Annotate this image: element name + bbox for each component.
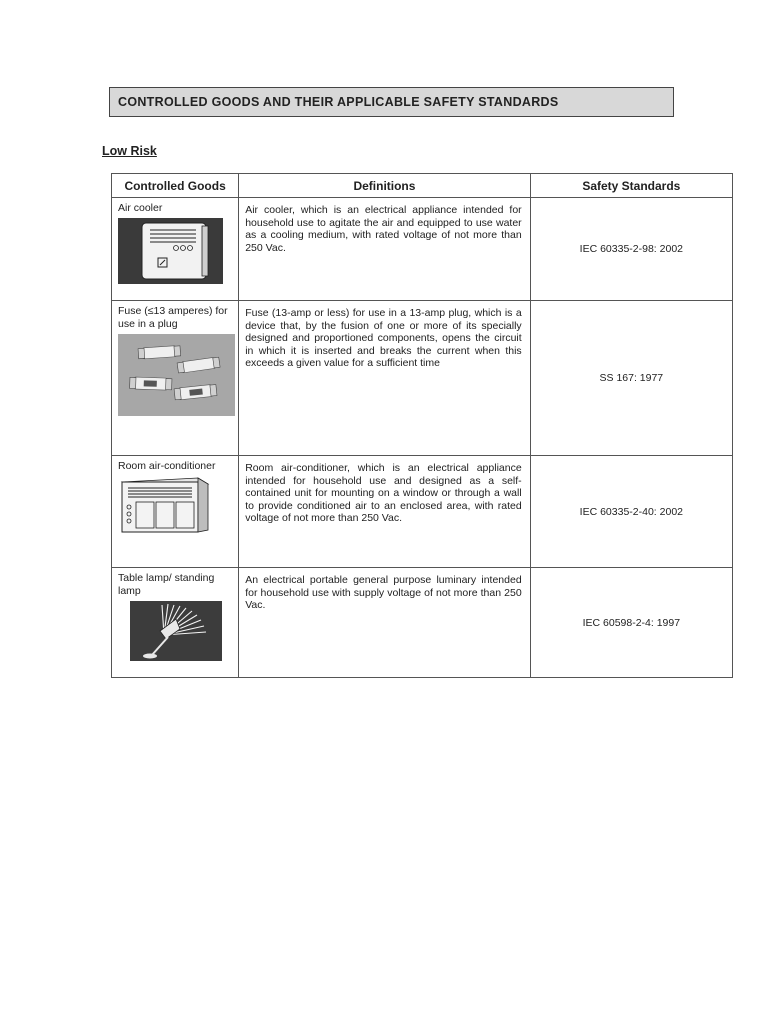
- header-controlled-goods: Controlled Goods: [112, 174, 239, 198]
- definition-cell: Room air-conditioner, which is an electrical appliance intended for household use and designed as a self-contained unit for mounting on a window or through a wall to provide conditioned air to an enclosed area, with rated voltage of not more than 250 Vac.: [239, 456, 530, 568]
- goods-cell: [112, 568, 239, 678]
- table-header-row: [112, 174, 733, 198]
- controlled-goods-table: [111, 173, 733, 678]
- definition-cell: Fuse (13-amp or less) for use in a 13-amp plug, which is a device that, by the fusion of one or more of its specially designed and proportioned components, opens the circuit in which it is inserted and breaks the current when this exceeds a given value for a sufficient time: [239, 301, 530, 456]
- goods-name: Table lamp/ standing lamp: [118, 572, 215, 597]
- header-definitions: Definitions: [239, 174, 530, 198]
- fuse-image: [118, 334, 233, 416]
- definition-cell: Air cooler, which is an electrical appliance intended for household use to agitate the air and equipped to use water as a cooling medium, with rated voltage of not more than 250 Vac.: [239, 198, 530, 301]
- goods-name: Fuse (≤13 amperes) for use in a plug: [118, 305, 228, 330]
- table-row: [112, 568, 733, 678]
- goods-name: Air cooler: [118, 202, 163, 214]
- definition-cell: An electrical portable general purpose luminary intended for household use with supply voltage of not more than 250 Vac.: [239, 568, 530, 678]
- lamp-image: [118, 601, 233, 661]
- air-conditioner-image: [118, 476, 233, 534]
- header-safety-standards: Safety Standards: [530, 174, 732, 198]
- goods-cell: [112, 198, 239, 301]
- goods-cell: [112, 301, 239, 456]
- goods-name: Room air-conditioner: [118, 460, 216, 472]
- table-row: [112, 456, 733, 568]
- standard-cell: IEC 60598-2-4: 1997: [530, 568, 732, 678]
- table-row: [112, 301, 733, 456]
- document-title: CONTROLLED GOODS AND THEIR APPLICABLE SAFETY STANDARDS: [109, 87, 674, 117]
- section-heading-low-risk: Low Risk: [102, 144, 157, 158]
- standard-cell: SS 167: 1977: [530, 301, 732, 456]
- standard-cell: IEC 60335-2-40: 2002: [530, 456, 732, 568]
- goods-cell: [112, 456, 239, 568]
- table-row: [112, 198, 733, 301]
- standard-cell: IEC 60335-2-98: 2002: [530, 198, 732, 301]
- air-cooler-image: [118, 218, 233, 284]
